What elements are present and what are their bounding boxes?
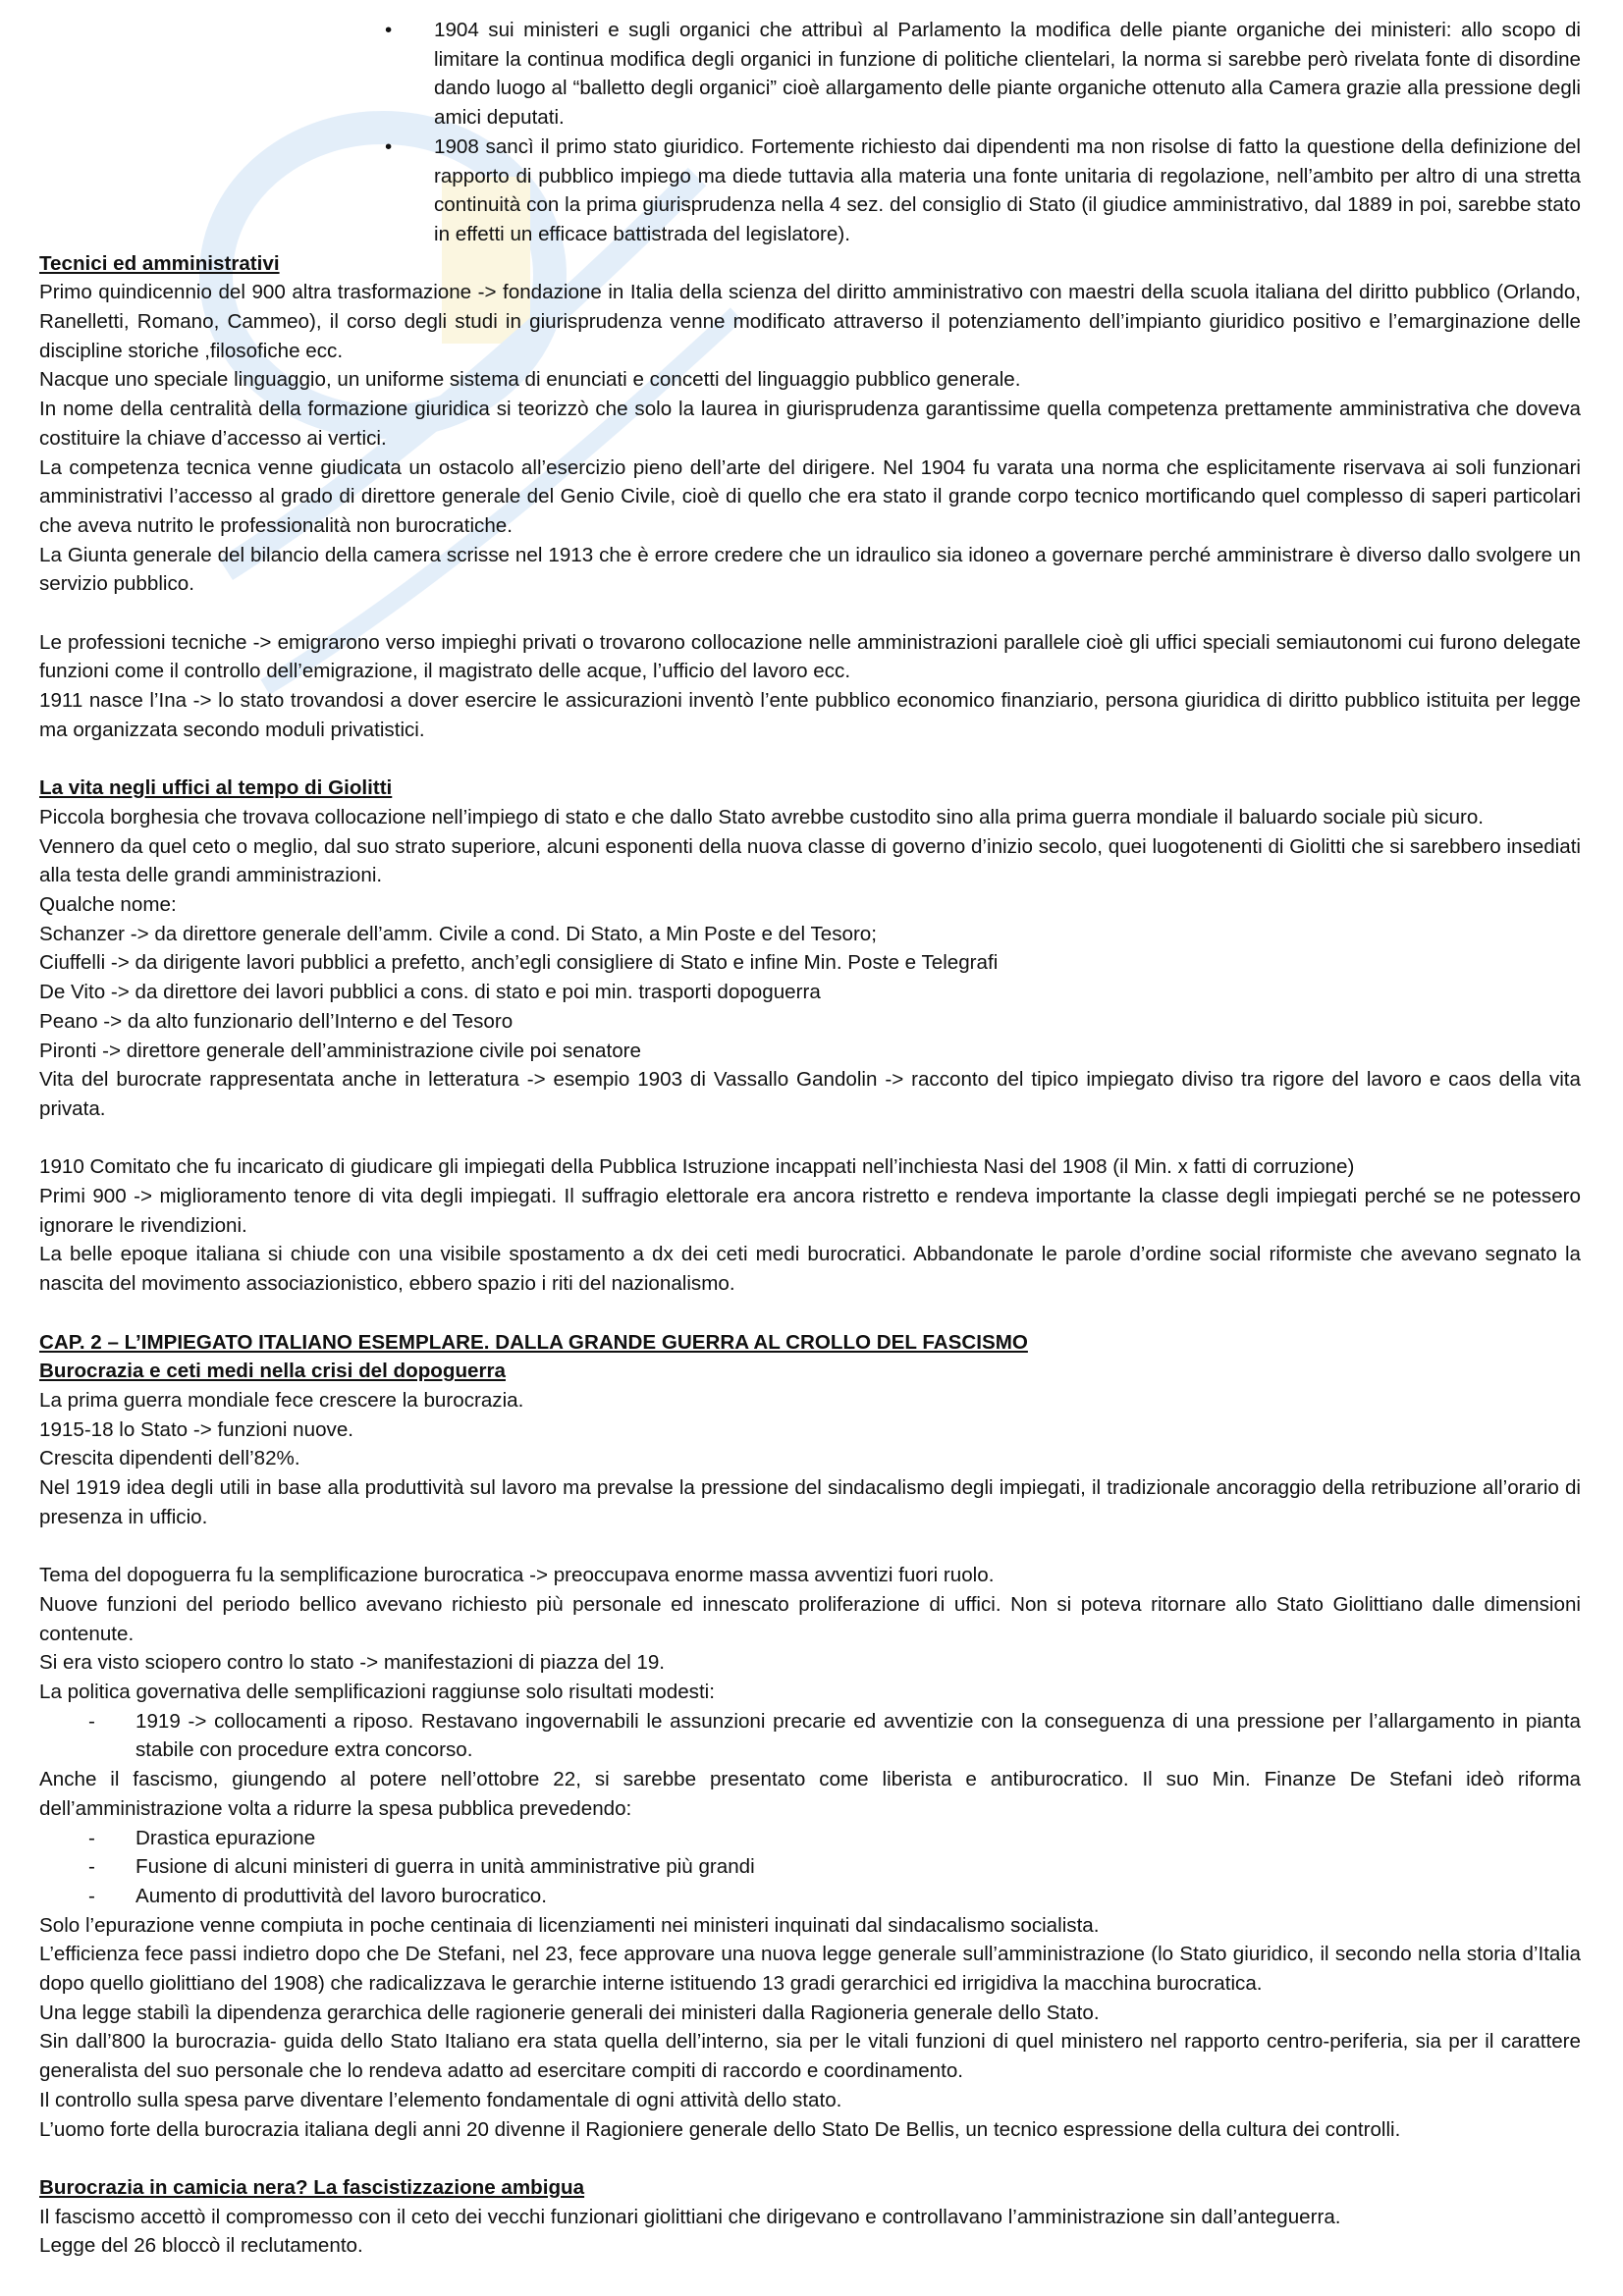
- paragraph: La belle epoque italiana si chiude con una visibile spostamento a dx dei ceti medi burocratici. Abbandonate le parole d’ordine social riformiste che avevano segnato la nascita del movimento associazionistico, ebbero spazio i riti del nazionalismo.: [39, 1243, 1581, 1296]
- dash-list: [135, 1824, 1581, 1911]
- paragraph: Le professioni tecniche -> emigrarono verso impieghi privati o trovarono collocazione nelle amministrazioni parallele cioè gli uffici speciali semiautonomi cui furono delegate funzioni come il controllo dell’emigrazione, il magistrato delle acque, l’ufficio del lavoro ecc.: [39, 630, 1581, 683]
- paragraph: Qualche nome:: [39, 893, 177, 917]
- paragraph: Piccola borghesia che trovava collocazione nell’impiego di stato e che dallo Stato avrebbe custodito sino alla prima guerra mondiale il baluardo sociale più sicuro.: [39, 805, 1485, 828]
- paragraph: Solo l’epurazione venne compiuta in poche centinaia di licenziamenti nei ministeri inquinati dal sindacalismo socialista.: [39, 1913, 1100, 1937]
- paragraph: Primi 900 -> miglioramento tenore di vita degli impiegati. Il suffragio elettorale era ancora ristretto e rendeva importante la classe degli impiegati perché se ne potessero ignorare le rivendizioni.: [39, 1185, 1581, 1237]
- list-item: - Drastica epurazione: [135, 1824, 1581, 1853]
- paragraph: La Giunta generale del bilancio della camera scrisse nel 1913 che è errore credere che un idraulico sia idoneo a governare perché amministrare è diverso dallo svolgere un servizio pubblico.: [39, 543, 1581, 596]
- paragraph: Nuove funzioni del periodo bellico avevano richiesto più personale ed innescato proliferazione di uffici. Non si poteva ritornare allo Stato Giolittiano dalle dimensioni contenute.: [39, 1592, 1581, 1645]
- intro-bullet-list: [434, 16, 1581, 249]
- chapter-title: CAP. 2 – L’IMPIEGATO ITALIANO ESEMPLARE. DALLA GRANDE GUERRA AL CROLLO DEL FASCISMO: [39, 1330, 1028, 1354]
- paragraph: Crescita dipendenti dell’82%.: [39, 1447, 300, 1470]
- paragraph: Una legge stabilì la dipendenza gerarchica delle ragionerie generali dei ministeri dalla Ragioneria generale dello Stato.: [39, 2001, 1100, 2024]
- paragraph: La politica governativa delle semplificazioni raggiunse solo risultati modesti:: [39, 1681, 715, 1703]
- paragraph: L’uomo forte della burocrazia italiana degli anni 20 divenne il Ragioniere generale dello Stato De Bellis, un tecnico espressione della cultura dei controlli.: [39, 2117, 1401, 2141]
- paragraph: Sin dall’800 la burocrazia- guida dello Stato Italiano era stata quella dell’interno, sia per le vitali funzioni di quel ministero nel rapporto centro-periferia, sia per il carattere generalista del suo personale che lo rendeva adatto ad esercitare compiti di raccordo e coordinamento.: [39, 2030, 1581, 2083]
- paragraph: La prima guerra mondiale fece crescere la burocrazia.: [39, 1388, 524, 1412]
- paragraph: Primo quindicennio del 900 altra trasformazione -> fondazione in Italia della scienza del diritto amministrativo con maestri della scuola italiana del diritto pubblico (Orlando, Ranelletti, Romano, Cammeo), il corso degli studi in giurisprudenza venne modificato attraverso il potenziamento dell’impianto giuridico positivo e l’emarginazione delle discipline storiche ,filosofiche ecc.: [39, 281, 1581, 362]
- list-item: • 1908 sancì il primo stato giuridico. Fortemente richiesto dai dipendenti ma non risolse di fatto la questione della definizione del rapporto di pubblico impiego ma diede tuttavia alla materia una fonte unitaria di regolazione, nell’ambito per altro di una stretta continuità con la prima giurisprudenza nella 4 sez. del consiglio di Stato (il giudice amministrativo, dal 1889 in poi, sarebbe stato in effetti un efficace battistrada del legislatore).: [434, 133, 1581, 249]
- paragraph: Nel 1919 idea degli utili in base alla produttività sul lavoro ma prevalse la pressione del sindacalismo degli impiegati, il tradizionale ancoraggio della retribuzione all’orario di presenza in ufficio.: [39, 1476, 1581, 1528]
- paragraph: La competenza tecnica venne giudicata un ostacolo all’esercizio pieno dell’arte del dirigere. Nel 1904 fu varata una norma che esplicitamente riservava ai soli funzionari amministrativi l’accesso al grado di direttore generale del Genio Civile, cioè di quello che era stato il grande corpo tecnico mortificando quel complesso di saperi particolari che aveva nutrito le professionalità non burocratiche.: [39, 455, 1581, 537]
- paragraph: Vita del burocrate rappresentata anche in letteratura -> esempio 1903 di Vassallo Gandolin -> racconto del tipico impiegato diviso tra rigore del lavoro e caos della vita privata.: [39, 1068, 1581, 1120]
- paragraph: In nome della centralità della formazione giuridica si teorizzò che solo la laurea in giurisprudenza garantissime quella competenza prettamente amministrativa che doveva costituire la chiave d’accesso ai vertici.: [39, 398, 1581, 450]
- paragraph: Anche il fascismo, giungendo al potere nell’ottobre 22, si sarebbe presentato come liberista e antiburocratico. Il suo Min. Finanze De Stefani ideò riforma dell’amministrazione volta a ridurre la spesa pubblica prevedendo:: [39, 1768, 1581, 1820]
- paragraph: Legge del 26 bloccò il reclutamento.: [39, 2234, 363, 2258]
- paragraph: Peano -> da alto funzionario dell’Interno e del Tesoro: [39, 1009, 514, 1033]
- document-page: [39, 16, 1581, 2261]
- paragraph: L’efficienza fece passi indietro dopo che De Stefani, nel 23, fece approvare una nuova legge generale sull’amministrazione (lo Stato giuridico, il secondo nella storia d’Italia dopo quello giolittiano del 1908) che radicalizzava le gerarchie interne istituendo 13 gradi gerarchici ed irrigidiva la macchina burocratica.: [39, 1943, 1581, 1996]
- section-heading-camicia-nera: Burocrazia in camicia nera? La fascistizzazione ambigua: [39, 2175, 585, 2199]
- paragraph: Ciuffelli -> da dirigente lavori pubblici a prefetto, anch’egli consigliere di Stato e infine Min. Poste e Telegrafi: [39, 951, 999, 975]
- paragraph: 1911 nasce l’Ina -> lo stato trovandosi a dover esercire le assicurazioni inventò l’ente pubblico economico finanziario, persona giuridica di diritto pubblico istituita per legge ma organizzata secondo moduli privatistici.: [39, 689, 1581, 741]
- paragraph: Il controllo sulla spesa parve diventare l’elemento fondamentale di ogni attività dello stato.: [39, 2088, 842, 2111]
- list-item: - Fusione di alcuni ministeri di guerra in unità amministrative più grandi: [135, 1852, 1581, 1882]
- section-heading-tecnici: Tecnici ed amministrativi: [39, 251, 280, 275]
- dash-list: [135, 1707, 1581, 1765]
- paragraph: Il fascismo accettò il compromesso con il ceto dei vecchi funzionari giolittiani che dirigevano e controllavano l’amministrazione sin dall’anteguerra.: [39, 2205, 1341, 2228]
- list-item: - Aumento di produttività del lavoro burocratico.: [135, 1882, 1581, 1911]
- list-item: - 1919 -> collocamenti a riposo. Restavano ingovernabili le assunzioni precarie ed avventizie con la conseguenza di una pressione per l’allargamento in pianta stabile con procedure extra concorso.: [135, 1707, 1581, 1765]
- paragraph: De Vito -> da direttore dei lavori pubblici a cons. di stato e poi min. trasporti dopoguerra: [39, 981, 821, 1004]
- paragraph: Tema del dopoguerra fu la semplificazione burocratica -> preoccupava enorme massa avventizi fuori ruolo.: [39, 1564, 995, 1587]
- paragraph: Schanzer -> da direttore generale dell’amm. Civile a cond. Di Stato, a Min Poste e del Tesoro;: [39, 922, 877, 945]
- paragraph: Pironti -> direttore generale dell’amministrazione civile poi senatore: [39, 1039, 641, 1062]
- paragraph: 1910 Comitato che fu incaricato di giudicare gli impiegati della Pubblica Istruzione incappati nell’inchiesta Nasi del 1908 (il Min. x fatti di corruzione): [39, 1155, 1355, 1179]
- paragraph: Si era visto sciopero contro lo stato -> manifestazioni di piazza del 19.: [39, 1651, 666, 1675]
- paragraph: Vennero da quel ceto o meglio, dal suo strato superiore, alcuni esponenti della nuova classe di governo d’inizio secolo, quei luogotenenti di Giolitti che si sarebbero insediati alla testa delle grandi amministrazioni.: [39, 834, 1581, 887]
- section-heading-dopoguerra: Burocrazia e ceti medi nella crisi del dopoguerra: [39, 1360, 506, 1383]
- section-heading-giolitti: La vita negli uffici al tempo di Giolitti: [39, 776, 393, 800]
- list-item: • 1904 sui ministeri e sugli organici che attribuì al Parlamento la modifica delle piante organiche dei ministeri: allo scopo di limitare la continua modifica degli organici in funzione di politiche clientelari, la norma si sarebbe però rivelata fonte di disordine dando luogo al “balletto degli organici” cioè allargamento delle piante organiche ottenuto alla Camera grazie alla pressione degli amici deputati.: [434, 16, 1581, 133]
- paragraph: Nacque uno speciale linguaggio, un uniforme sistema di enunciati e concetti del linguaggio pubblico generale.: [39, 368, 1021, 392]
- paragraph: 1915-18 lo Stato -> funzioni nuove.: [39, 1417, 353, 1441]
